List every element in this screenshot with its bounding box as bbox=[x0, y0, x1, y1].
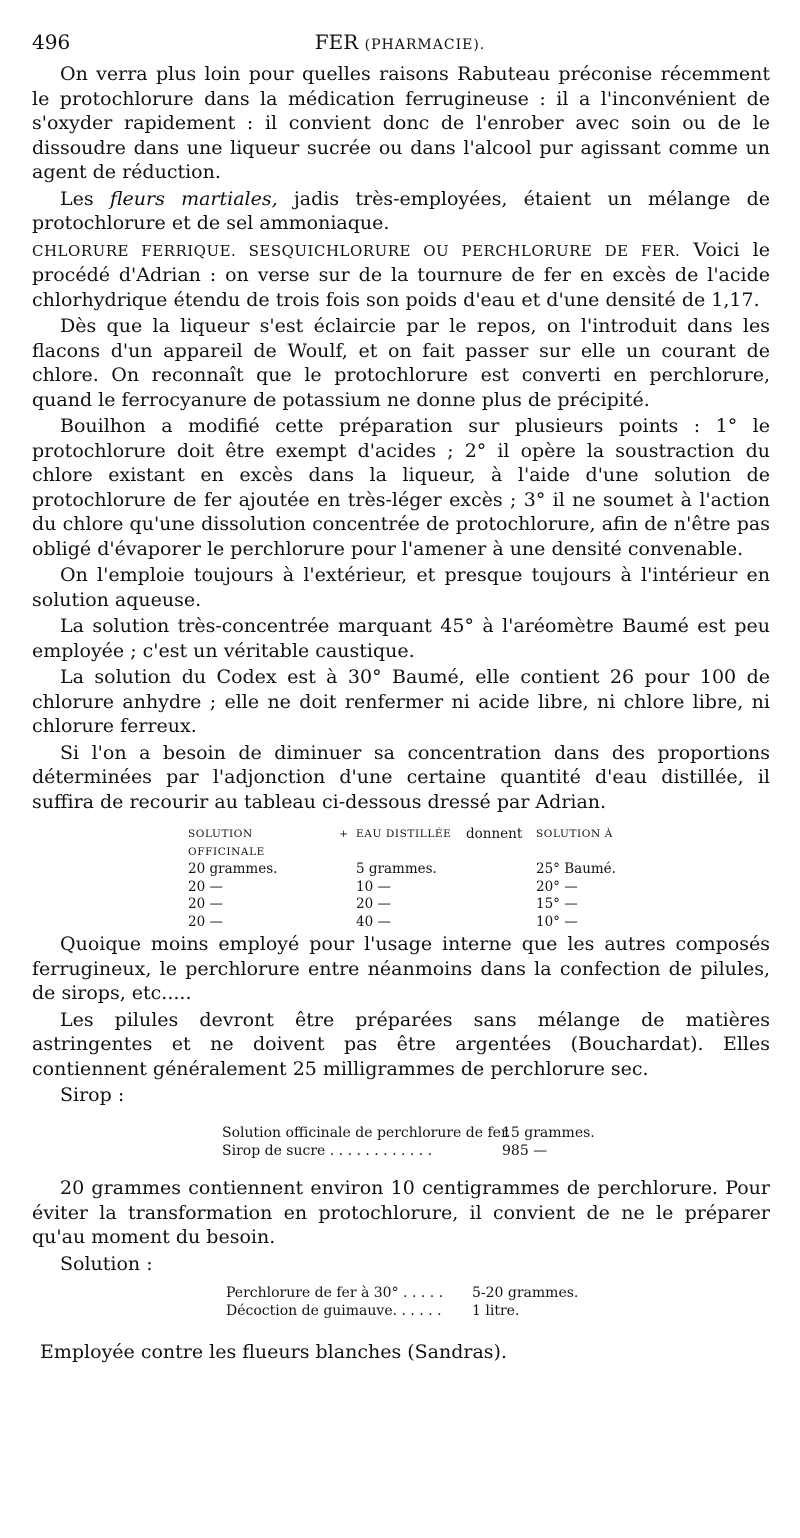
running-title-main: FER bbox=[314, 30, 359, 54]
sirop-recipe bbox=[222, 1124, 595, 1160]
text-run: Les bbox=[60, 187, 110, 210]
body-text-upper bbox=[32, 62, 770, 816]
table-header-cell: donnent bbox=[466, 826, 523, 842]
table-header-cell: SOLUTION À bbox=[536, 828, 613, 840]
paragraph: Les pilules devront être préparées sans mélange de matières astringentes et ne doivent pas être argentées (Bouchardat). Elles contiennent généralement 25 milligrammes de perchlorure sec. bbox=[32, 1008, 770, 1080]
table-cell: 20 — bbox=[188, 896, 223, 912]
paragraph: Dès que la liqueur s'est éclaircie par le repos, on l'introduit dans les flacons d'un appareil de Woulf, et on fait passer sur elle un courant de chlore. On reconnaît que le protochlorure est converti en perchlorure, quand le ferrocyanure de potassium ne donne plus de précipité. bbox=[32, 315, 770, 411]
table-cell bbox=[332, 914, 356, 932]
paragraph: Employée contre les flueurs blanches (Sandras). bbox=[40, 1341, 508, 1363]
paragraph bbox=[32, 238, 770, 313]
running-title-sub: (PHARMACIE). bbox=[364, 37, 486, 53]
body-text-lower bbox=[32, 932, 770, 1110]
section-heading: CHLORURE FERRIQUE. SESQUICHLORURE OU PERCHLORURE DE FER. bbox=[32, 241, 681, 260]
paragraph: Si l'on a besoin de diminuer sa concentration dans des proportions déterminées par l'adjonction d'une certaine quantité d'eau distillée, il suffira de recourir au tableau ci-dessous dressé par Adrian. bbox=[32, 741, 770, 813]
table-cell bbox=[466, 861, 536, 879]
table-cell bbox=[466, 914, 536, 932]
paragraph: Bouilhon a modifié cette préparation sur plusieurs points : 1° le protochlorure doit être exempt d'acides ; 2° il opère la soustraction du chlore existant en excès dans la liqueur, à l'aide d'une solution de protochlorure de fer ajoutée en très-léger excès ; 3° il ne soumet à l'action du chlore qu'une dissolution concentrée de protochlorure, afin de n'être pas obligé d'évaporer le perchlorure pour l'amener à une densité convenable. bbox=[32, 415, 770, 560]
recipe-ingredient: Décoction de guimauve. . . . . . bbox=[226, 1303, 442, 1319]
paragraph: La solution très-concentrée marquant 45° à l'aréomètre Baumé est peu employée ; c'est un véritable caustique. bbox=[32, 615, 770, 662]
table-cell bbox=[466, 896, 536, 914]
table-row bbox=[188, 879, 648, 897]
table-header-cell: SOLUTION OFFICINALE bbox=[188, 828, 265, 858]
recipe-quantity: 985 — bbox=[502, 1143, 548, 1159]
body-text-final bbox=[32, 1340, 770, 1367]
table-cell bbox=[332, 896, 356, 914]
page-number: 496 bbox=[32, 30, 71, 54]
recipe-quantity: 1 litre. bbox=[472, 1303, 520, 1319]
recipe-ingredient: Perchlorure de fer à 30° . . . . . bbox=[226, 1285, 444, 1301]
table-header-row bbox=[188, 826, 648, 861]
recipe-label: Solution : bbox=[60, 1252, 153, 1275]
paragraph: On l'emploie toujours à l'extérieur, et presque toujours à l'intérieur en solution aqueuse. bbox=[32, 564, 770, 611]
paragraph: La solution du Codex est à 30° Baumé, elle contient 26 pour 100 de chlorure anhydre ; elle ne doit renfermer ni acide libre, ni chlore libre, ni chlorure ferreux. bbox=[32, 666, 770, 737]
table-row bbox=[188, 861, 648, 879]
table-cell: 25° Baumé. bbox=[536, 861, 616, 877]
table-cell: 10 — bbox=[356, 878, 391, 895]
text-run: Voici le procédé d'Adrian : on verse sur de la tournure de fer en excès de l'acide chlorhydrique étendu de trois fois son poids d'eau et d'une densité de 1,17. bbox=[32, 238, 770, 311]
table-cell: 10° — bbox=[536, 913, 578, 930]
table-row bbox=[188, 914, 648, 932]
table-cell: 15° — bbox=[536, 896, 578, 912]
table-cell bbox=[332, 861, 356, 879]
solution-recipe bbox=[226, 1284, 578, 1320]
recipe-row bbox=[222, 1124, 595, 1142]
running-header bbox=[32, 30, 768, 56]
table-cell: 40 — bbox=[356, 913, 391, 930]
table-cell bbox=[466, 879, 536, 897]
table-cell: 20 grammes. bbox=[188, 861, 278, 877]
table-cell: 20° — bbox=[536, 878, 578, 895]
body-text-bottom bbox=[32, 1176, 770, 1278]
table-cell: 5 grammes. bbox=[356, 861, 437, 877]
table-header-cell: EAU DISTILLÉE bbox=[356, 828, 452, 840]
table-cell: 20 — bbox=[356, 896, 391, 912]
recipe-row bbox=[226, 1302, 578, 1320]
recipe-ingredient: Solution officinale de perchlorure de fer. bbox=[222, 1125, 511, 1141]
paragraph: On verra plus loin pour quelles raisons Rabuteau préconise récemment le protochlorure dans la médication ferrugineuse : il a l'inconvénient de s'oxyder rapidement : il convient donc de l'enrober avec soin ou de le dissoudre dans une liqueur sucrée ou dans l'alcool pur agissant comme un agent de réduction. bbox=[32, 63, 770, 183]
paragraph: Quoique moins employé pour l'usage interne que les autres composés ferrugineux, le perchlorure entre néanmoins dans la confection de pilules, de sirops, etc..... bbox=[32, 933, 770, 1004]
text-run: jadis très-employées, étaient un mélange de protochlorure et de sel ammoniaque. bbox=[32, 187, 770, 234]
recipe-ingredient: Sirop de sucre . . . . . . . . . . . . bbox=[222, 1143, 433, 1159]
table-cell: 20 — bbox=[188, 878, 223, 895]
recipe-quantity: 5-20 grammes. bbox=[472, 1285, 579, 1301]
table-row bbox=[188, 896, 648, 914]
paragraph bbox=[32, 187, 770, 236]
table-header-cell: + bbox=[339, 828, 349, 840]
paragraph: 20 grammes contiennent environ 10 centigrammes de perchlorure. Pour éviter la transformation en protochlorure, il convient de ne le préparer qu'au moment du besoin. bbox=[32, 1177, 770, 1248]
table-cell: 20 — bbox=[188, 913, 223, 930]
recipe-row bbox=[226, 1284, 578, 1302]
recipe-label: Sirop : bbox=[60, 1084, 125, 1106]
recipe-row bbox=[222, 1142, 595, 1160]
running-title bbox=[32, 30, 768, 54]
recipe-quantity: 15 grammes. bbox=[502, 1125, 595, 1141]
table-cell bbox=[332, 879, 356, 897]
dilution-table bbox=[188, 826, 648, 931]
italic-term: fleurs martiales, bbox=[109, 187, 278, 210]
